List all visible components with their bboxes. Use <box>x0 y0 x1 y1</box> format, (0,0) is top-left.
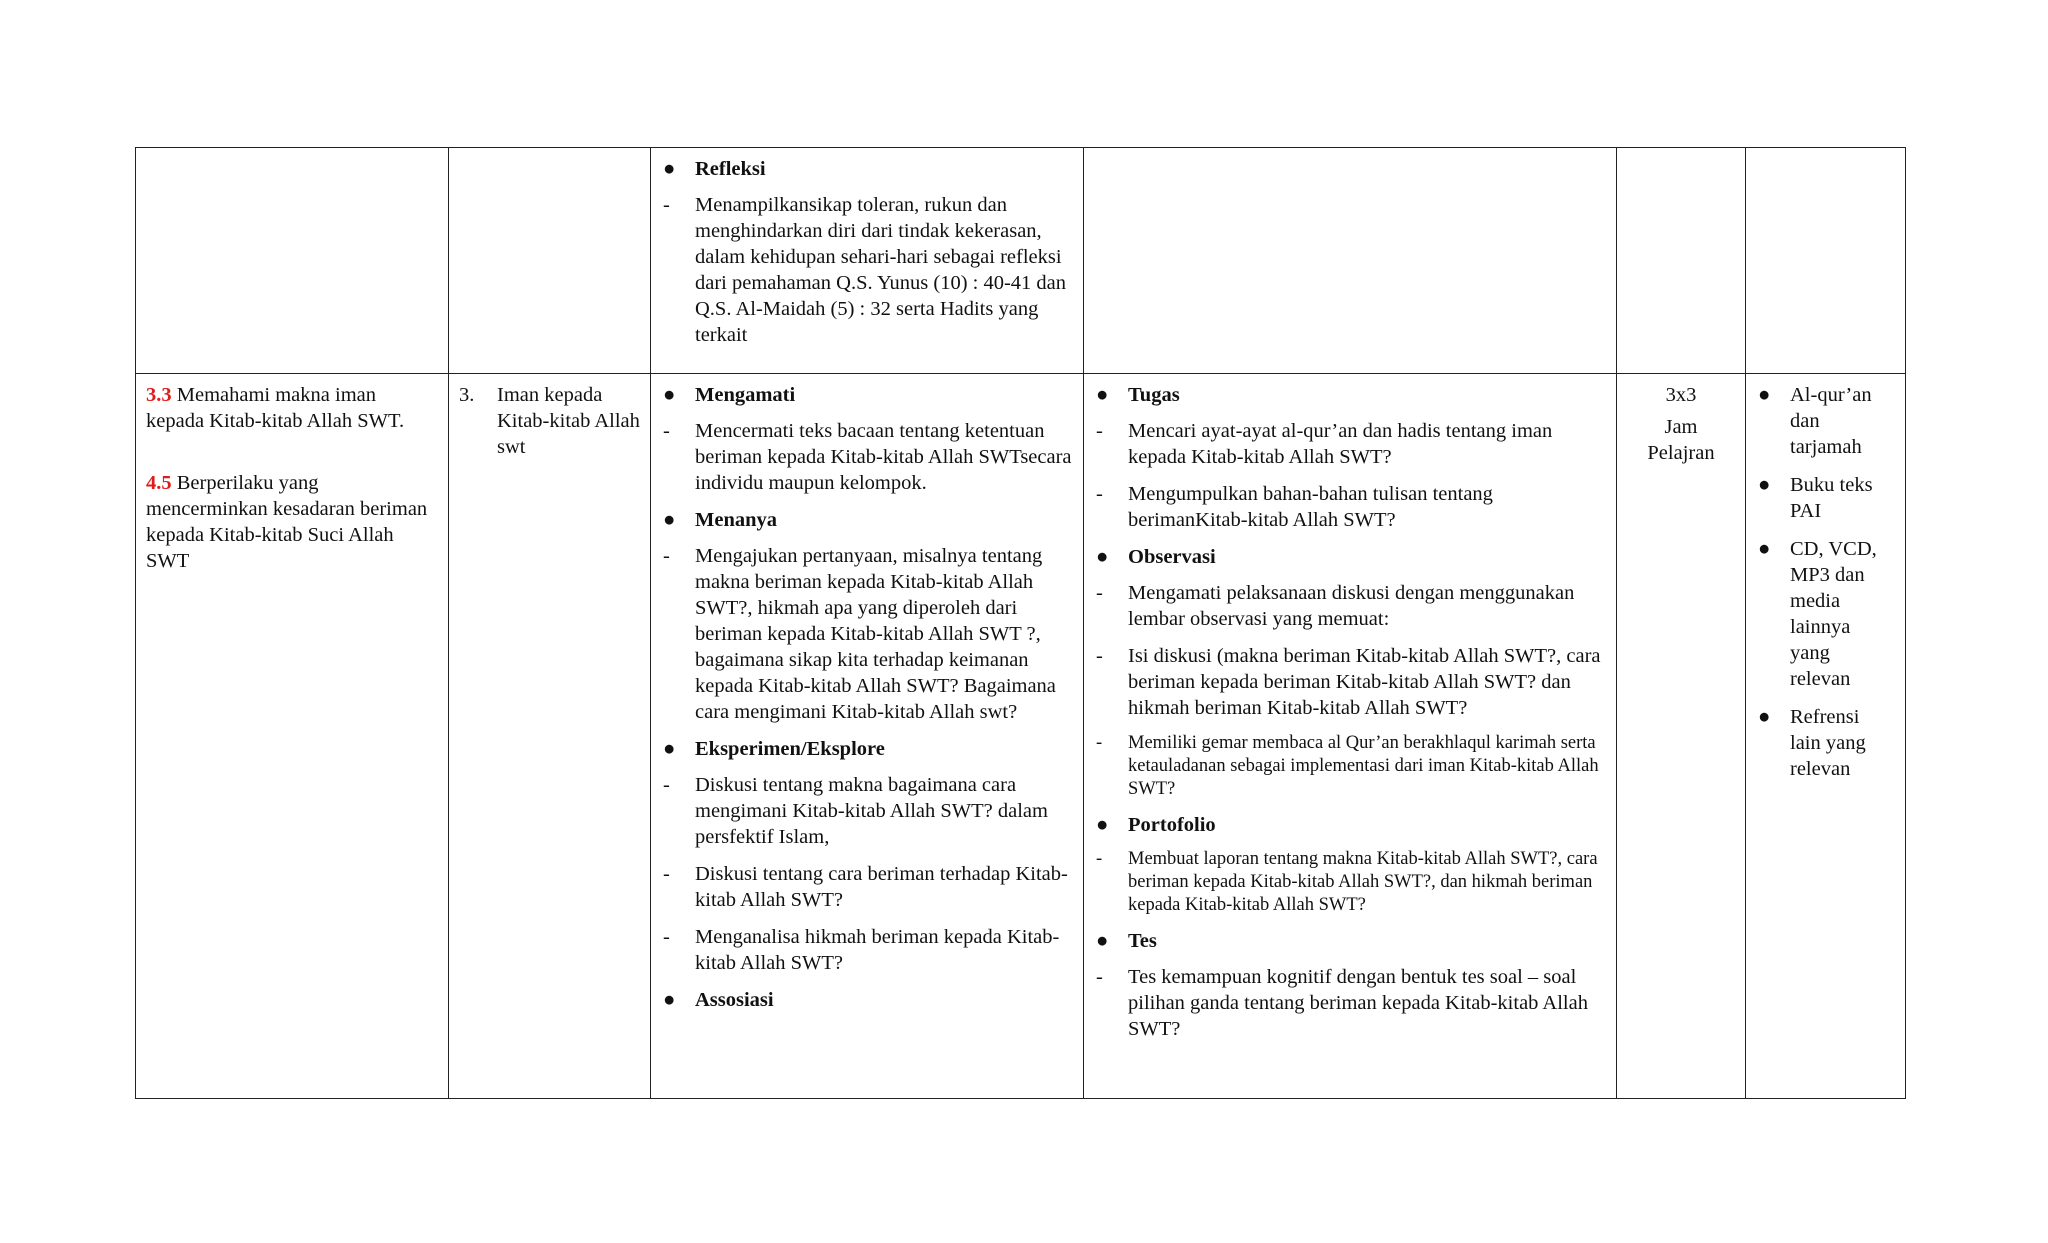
list-item <box>1094 964 1606 1042</box>
list-item-text: Isi diskusi (makna beriman Kitab-kitab Allah SWT?, cara beriman kepada beriman Kitab-kitab Allah SWT? dan hikmah beriman Kitab-kitab Allah SWT? <box>1128 645 1601 719</box>
assessment-section <box>1094 382 1606 533</box>
bullet-icon: ● <box>1758 474 1771 496</box>
bullet-icon: ● <box>663 158 676 180</box>
dash-icon: - <box>1096 733 1103 753</box>
list-item <box>661 861 1073 913</box>
dash-icon: - <box>663 420 670 442</box>
list-item <box>1094 643 1606 721</box>
kd-item <box>146 382 438 434</box>
section-heading: Mengamati <box>695 384 796 406</box>
table-row <box>136 148 1906 374</box>
bullet-icon: ● <box>1096 930 1109 952</box>
activity-section <box>661 382 1073 496</box>
dash-icon: - <box>1096 420 1103 442</box>
section-heading: Observasi <box>1128 546 1216 568</box>
dash-icon: - <box>1096 966 1103 988</box>
sumber-cell <box>1746 374 1906 1099</box>
bullet-icon: ● <box>1096 384 1109 406</box>
list-item <box>1094 732 1606 801</box>
list-item-text: Mengumpulkan bahan-bahan tulisan tentang berimanKitab-kitab Allah SWT? <box>1128 483 1493 531</box>
list-item-text: Tes kemampuan kognitif dengan bentuk tes soal – soal pilihan ganda tentang beriman kepada Kitab-kitab Allah SWT? <box>1128 966 1588 1040</box>
dash-icon: - <box>663 774 670 796</box>
list-item-text: Diskusi tentang cara beriman terhadap Kitab-kitab Allah SWT? <box>695 863 1068 911</box>
activity-section <box>661 156 1073 348</box>
bullet-icon: ● <box>1096 814 1109 836</box>
section-heading: Eksperimen/Eksplore <box>695 738 885 760</box>
activity-section <box>661 736 1073 976</box>
source-item <box>1756 536 1895 692</box>
section-heading: Menanya <box>695 509 777 531</box>
kegiatan-cell <box>651 374 1084 1099</box>
alokasi-value: 3x3 <box>1665 384 1697 406</box>
list-item-text: Mencari ayat-ayat al-qur’an dan hadis tentang iman kepada Kitab-kitab Allah SWT? <box>1128 420 1553 468</box>
list-item <box>661 924 1073 976</box>
dash-icon: - <box>663 194 670 216</box>
dash-icon: - <box>1096 849 1103 869</box>
kd-item <box>146 470 438 574</box>
list-item-text: Memiliki gemar membaca al Qur’an berakhlaqul karimah serta ketauladanan sebagai implementasi dari iman Kitab-kitab Allah SWT? <box>1128 733 1599 799</box>
table-row <box>136 374 1906 1099</box>
kd-cell <box>136 148 449 374</box>
alokasi-cell <box>1617 148 1746 374</box>
section-heading: Portofolio <box>1128 814 1216 836</box>
materi-number: 3. <box>459 384 475 406</box>
kegiatan-cell <box>651 148 1084 374</box>
dash-icon: - <box>1096 483 1103 505</box>
dash-icon: - <box>663 545 670 567</box>
assessment-section <box>1094 544 1606 801</box>
kd-cell <box>136 374 449 1099</box>
bullet-icon: ● <box>663 989 676 1011</box>
alokasi-cell <box>1617 374 1746 1099</box>
materi-text: Iman kepada Kitab-kitab Allah swt <box>497 384 640 458</box>
dash-icon: - <box>1096 645 1103 667</box>
kd-code: 4.5 <box>146 472 172 494</box>
dash-icon: - <box>663 926 670 948</box>
list-item-text: Menganalisa hikmah beriman kepada Kitab-kitab Allah SWT? <box>695 926 1060 974</box>
list-item <box>1094 418 1606 470</box>
kd-code: 3.3 <box>146 384 172 406</box>
list-item-text: Mengamati pelaksanaan diskusi dengan menggunakan lembar observasi yang memuat: <box>1128 582 1575 630</box>
bullet-icon: ● <box>663 509 676 531</box>
dash-icon: - <box>1096 582 1103 604</box>
section-heading: Tes <box>1128 930 1157 952</box>
source-item <box>1756 382 1895 460</box>
list-item <box>661 543 1073 725</box>
lesson-plan-table <box>135 147 1906 1099</box>
source-text: Refrensi lain yang relevan <box>1790 706 1866 780</box>
bullet-icon: ● <box>1758 706 1771 728</box>
kd-text: Berperilaku yang mencerminkan kesadaran beriman kepada Kitab-kitab Suci Allah SWT <box>146 472 428 572</box>
list-item-text: Mencermati teks bacaan tentang ketentuan beriman kepada Kitab-kitab Allah SWTsecara individu maupun kelompok. <box>695 420 1072 494</box>
list-item <box>1094 481 1606 533</box>
bullet-icon: ● <box>663 738 676 760</box>
dash-icon: - <box>663 863 670 885</box>
source-text: Al-qur’an dan tarjamah <box>1790 384 1872 458</box>
bullet-icon: ● <box>1758 538 1771 560</box>
list-item <box>1094 580 1606 632</box>
list-item <box>661 192 1073 348</box>
materi-item <box>459 382 640 460</box>
bullet-icon: ● <box>1096 546 1109 568</box>
assessment-section <box>1094 812 1606 917</box>
list-item <box>1094 848 1606 917</box>
activity-section <box>661 987 1073 1013</box>
alokasi-unit: Pelajran <box>1647 442 1715 464</box>
list-item-text: Mengajukan pertanyaan, misalnya tentang makna beriman kepada Kitab-kitab Allah SWT?, hikmah apa yang diperoleh dari beriman kepada Kitab-kitab Allah SWT ?, bagaimana sikap kita terhadap keimanan kepada Kitab-kitab Allah SWT? Bagaimana cara mengimani Kitab-kitab Allah swt? <box>695 545 1056 723</box>
materi-cell <box>449 148 651 374</box>
section-heading: Refleksi <box>695 158 766 180</box>
list-item-text: Menampilkansikap toleran, rukun dan menghindarkan diri dari tindak kekerasan, dalam kehidupan sehari-hari sebagai refleksi dari pemahaman Q.S. Yunus (10) : 40-41 dan Q.S. Al-Maidah (5) : 32 serta Hadits yang terkait <box>695 194 1067 346</box>
section-heading: Assosiasi <box>695 989 774 1011</box>
list-item-text: Diskusi tentang makna bagaimana cara mengimani Kitab-kitab Allah SWT? dalam persfektif Islam, <box>695 774 1048 848</box>
source-text: CD, VCD, MP3 dan media lainnya yang relevan <box>1790 538 1877 690</box>
source-item <box>1756 704 1895 782</box>
bullet-icon: ● <box>1758 384 1771 406</box>
bullet-icon: ● <box>663 384 676 406</box>
activity-section <box>661 507 1073 725</box>
penilaian-cell <box>1084 374 1617 1099</box>
sumber-cell <box>1746 148 1906 374</box>
kd-text: Memahami makna iman kepada Kitab-kitab Allah SWT. <box>146 384 405 432</box>
list-item <box>661 418 1073 496</box>
source-item <box>1756 472 1895 524</box>
assessment-section <box>1094 928 1606 1042</box>
penilaian-cell <box>1084 148 1617 374</box>
list-item-text: Membuat laporan tentang makna Kitab-kitab Allah SWT?, cara beriman kepada Kitab-kitab Allah SWT?, dan hikmah beriman kepada Kitab-kitab Allah SWT? <box>1128 849 1598 915</box>
list-item <box>661 772 1073 850</box>
section-heading: Tugas <box>1128 384 1180 406</box>
materi-cell <box>449 374 651 1099</box>
source-text: Buku teks PAI <box>1790 474 1873 522</box>
alokasi-unit: Jam <box>1664 416 1698 438</box>
